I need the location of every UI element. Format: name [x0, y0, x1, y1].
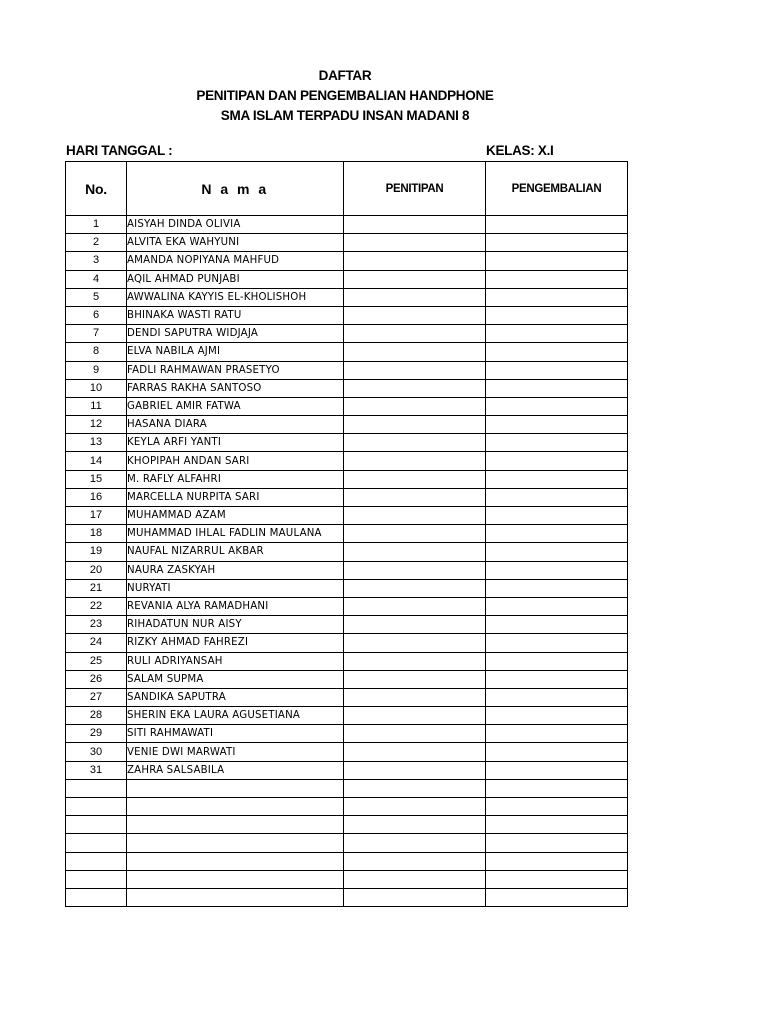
row-number [66, 779, 127, 797]
row-number: 27 [66, 688, 127, 706]
penitipan-cell [344, 270, 486, 288]
pengembalian-cell [486, 452, 628, 470]
student-name [127, 816, 344, 834]
penitipan-cell [344, 688, 486, 706]
pengembalian-cell [486, 761, 628, 779]
row-number: 5 [66, 288, 127, 306]
table-body [66, 216, 628, 907]
pengembalian-cell [486, 725, 628, 743]
student-name: NAURA ZASKYAH [127, 561, 344, 579]
table-row [66, 543, 628, 561]
row-number: 20 [66, 561, 127, 579]
pengembalian-cell [486, 270, 628, 288]
penitipan-cell [344, 379, 486, 397]
row-number: 14 [66, 452, 127, 470]
row-number [66, 798, 127, 816]
pengembalian-cell [486, 670, 628, 688]
penitipan-cell [344, 743, 486, 761]
pengembalian-cell [486, 870, 628, 888]
pengembalian-cell [486, 888, 628, 906]
penitipan-cell [344, 507, 486, 525]
table-row [66, 616, 628, 634]
student-name: NAUFAL NIZARRUL AKBAR [127, 543, 344, 561]
pengembalian-cell [486, 325, 628, 343]
row-number: 21 [66, 579, 127, 597]
pengembalian-cell [486, 306, 628, 324]
attendance-table [65, 161, 628, 907]
pengembalian-cell [486, 798, 628, 816]
penitipan-cell [344, 306, 486, 324]
document-title [0, 66, 690, 126]
row-number: 15 [66, 470, 127, 488]
pengembalian-cell [486, 816, 628, 834]
penitipan-cell [344, 834, 486, 852]
table-row [66, 670, 628, 688]
row-number: 31 [66, 761, 127, 779]
table-row [66, 834, 628, 852]
penitipan-cell [344, 670, 486, 688]
table-row [66, 343, 628, 361]
student-name: AMANDA NOPIYANA MAHFUD [127, 252, 344, 270]
penitipan-cell [344, 343, 486, 361]
penitipan-cell [344, 761, 486, 779]
student-name: AWWALINA KAYYIS EL-KHOLISHOH [127, 288, 344, 306]
table-row [66, 761, 628, 779]
table-row [66, 816, 628, 834]
penitipan-cell [344, 616, 486, 634]
student-name [127, 779, 344, 797]
title-line-3: SMA ISLAM TERPADU INSAN MADANI 8 [220, 108, 470, 123]
penitipan-cell [344, 252, 486, 270]
student-name: ALVITA EKA WAHYUNI [127, 234, 344, 252]
student-name: KHOPIPAH ANDAN SARI [127, 452, 344, 470]
table-row [66, 743, 628, 761]
row-number: 23 [66, 616, 127, 634]
table-row [66, 870, 628, 888]
row-number: 28 [66, 707, 127, 725]
student-name [127, 870, 344, 888]
table-row [66, 361, 628, 379]
penitipan-cell [344, 216, 486, 234]
date-label: HARI TANGGAL : [66, 143, 173, 158]
pengembalian-cell [486, 561, 628, 579]
row-number: 8 [66, 343, 127, 361]
student-name: RIHADATUN NUR AISY [127, 616, 344, 634]
penitipan-cell [344, 597, 486, 615]
pengembalian-cell [486, 616, 628, 634]
pengembalian-cell [486, 834, 628, 852]
table-row [66, 561, 628, 579]
pengembalian-cell [486, 234, 628, 252]
row-number: 17 [66, 507, 127, 525]
table-row [66, 470, 628, 488]
table-row [66, 434, 628, 452]
penitipan-cell [344, 325, 486, 343]
penitipan-cell [344, 798, 486, 816]
row-number: 19 [66, 543, 127, 561]
student-name: BHINAKA WASTI RATU [127, 306, 344, 324]
column-header-penitipan: PENITIPAN [344, 162, 486, 216]
student-name: HASANA DIARA [127, 416, 344, 434]
student-name: M. RAFLY ALFAHRI [127, 470, 344, 488]
penitipan-cell [344, 452, 486, 470]
row-number [66, 888, 127, 906]
row-number: 29 [66, 725, 127, 743]
row-number: 18 [66, 525, 127, 543]
penitipan-cell [344, 707, 486, 725]
table-row [66, 306, 628, 324]
student-name: AQIL AHMAD PUNJABI [127, 270, 344, 288]
row-number: 1 [66, 216, 127, 234]
pengembalian-cell [486, 652, 628, 670]
student-name: MARCELLA NURPITA SARI [127, 488, 344, 506]
table-row [66, 507, 628, 525]
penitipan-cell [344, 416, 486, 434]
student-name: AISYAH DINDA OLIVIA [127, 216, 344, 234]
row-number [66, 816, 127, 834]
pengembalian-cell [486, 288, 628, 306]
student-name: RIZKY AHMAD FAHREZI [127, 634, 344, 652]
table-header-row [66, 162, 628, 216]
pengembalian-cell [486, 488, 628, 506]
row-number: 12 [66, 416, 127, 434]
table-row [66, 452, 628, 470]
penitipan-cell [344, 361, 486, 379]
penitipan-cell [344, 852, 486, 870]
student-name [127, 888, 344, 906]
penitipan-cell [344, 561, 486, 579]
penitipan-cell [344, 888, 486, 906]
pengembalian-cell [486, 507, 628, 525]
row-number [66, 870, 127, 888]
row-number [66, 852, 127, 870]
table-row [66, 252, 628, 270]
row-number: 30 [66, 743, 127, 761]
row-number: 7 [66, 325, 127, 343]
student-name: GABRIEL AMIR FATWA [127, 397, 344, 415]
table-row [66, 688, 628, 706]
pengembalian-cell [486, 597, 628, 615]
table-row [66, 852, 628, 870]
column-header-name: N a m a [127, 162, 344, 216]
row-number: 10 [66, 379, 127, 397]
row-number: 9 [66, 361, 127, 379]
student-name: REVANIA ALYA RAMADHANI [127, 597, 344, 615]
penitipan-cell [344, 816, 486, 834]
penitipan-cell [344, 434, 486, 452]
table-row [66, 798, 628, 816]
class-label: KELAS: X.I [486, 143, 554, 158]
pengembalian-cell [486, 579, 628, 597]
pengembalian-cell [486, 707, 628, 725]
pengembalian-cell [486, 379, 628, 397]
row-number: 24 [66, 634, 127, 652]
penitipan-cell [344, 779, 486, 797]
table-row [66, 652, 628, 670]
pengembalian-cell [486, 416, 628, 434]
penitipan-cell [344, 652, 486, 670]
pengembalian-cell [486, 397, 628, 415]
student-name: NURYATI [127, 579, 344, 597]
pengembalian-cell [486, 779, 628, 797]
student-name: SITI RAHMAWATI [127, 725, 344, 743]
student-name: SHERIN EKA LAURA AGUSETIANA [127, 707, 344, 725]
student-name: SALAM SUPMA [127, 670, 344, 688]
row-number: 6 [66, 306, 127, 324]
penitipan-cell [344, 397, 486, 415]
table-row [66, 288, 628, 306]
column-header-pengembalian: PENGEMBALIAN [486, 162, 628, 216]
pengembalian-cell [486, 252, 628, 270]
row-number: 4 [66, 270, 127, 288]
row-number [66, 834, 127, 852]
penitipan-cell [344, 470, 486, 488]
student-name: MUHAMMAD AZAM [127, 507, 344, 525]
student-name: FADLI RAHMAWAN PRASETYO [127, 361, 344, 379]
penitipan-cell [344, 579, 486, 597]
row-number: 3 [66, 252, 127, 270]
student-name: FARRAS RAKHA SANTOSO [127, 379, 344, 397]
table-row [66, 597, 628, 615]
student-name: ZAHRA SALSABILA [127, 761, 344, 779]
penitipan-cell [344, 488, 486, 506]
row-number: 13 [66, 434, 127, 452]
penitipan-cell [344, 525, 486, 543]
table-row [66, 270, 628, 288]
student-name [127, 798, 344, 816]
pengembalian-cell [486, 343, 628, 361]
table-row [66, 779, 628, 797]
table-row [66, 888, 628, 906]
table-row [66, 325, 628, 343]
penitipan-cell [344, 870, 486, 888]
pengembalian-cell [486, 634, 628, 652]
table-row [66, 397, 628, 415]
pengembalian-cell [486, 852, 628, 870]
table-row [66, 216, 628, 234]
pengembalian-cell [486, 470, 628, 488]
student-name [127, 852, 344, 870]
student-name: VENIE DWI MARWATI [127, 743, 344, 761]
student-name: DENDI SAPUTRA WIDJAJA [127, 325, 344, 343]
student-name: KEYLA ARFI YANTI [127, 434, 344, 452]
row-number: 2 [66, 234, 127, 252]
table-row [66, 234, 628, 252]
row-number: 22 [66, 597, 127, 615]
table-row [66, 725, 628, 743]
table-row [66, 379, 628, 397]
table-row [66, 416, 628, 434]
pengembalian-cell [486, 525, 628, 543]
table-row [66, 634, 628, 652]
title-line-1: DAFTAR [318, 68, 372, 83]
table-row [66, 579, 628, 597]
student-name: ELVA NABILA AJMI [127, 343, 344, 361]
student-name: RULI ADRIYANSAH [127, 652, 344, 670]
pengembalian-cell [486, 434, 628, 452]
student-name: SANDIKA SAPUTRA [127, 688, 344, 706]
penitipan-cell [344, 634, 486, 652]
column-header-no: No. [66, 162, 127, 216]
pengembalian-cell [486, 543, 628, 561]
pengembalian-cell [486, 743, 628, 761]
table-row [66, 525, 628, 543]
row-number: 11 [66, 397, 127, 415]
table-row [66, 707, 628, 725]
student-name: MUHAMMAD IHLAL FADLIN MAULANA [127, 525, 344, 543]
penitipan-cell [344, 725, 486, 743]
pengembalian-cell [486, 216, 628, 234]
table-row [66, 488, 628, 506]
pengembalian-cell [486, 361, 628, 379]
penitipan-cell [344, 543, 486, 561]
title-line-2: PENITIPAN DAN PENGEMBALIAN HANDPHONE [196, 88, 494, 103]
penitipan-cell [344, 288, 486, 306]
row-number: 25 [66, 652, 127, 670]
student-name [127, 834, 344, 852]
pengembalian-cell [486, 688, 628, 706]
row-number: 16 [66, 488, 127, 506]
row-number: 26 [66, 670, 127, 688]
penitipan-cell [344, 234, 486, 252]
